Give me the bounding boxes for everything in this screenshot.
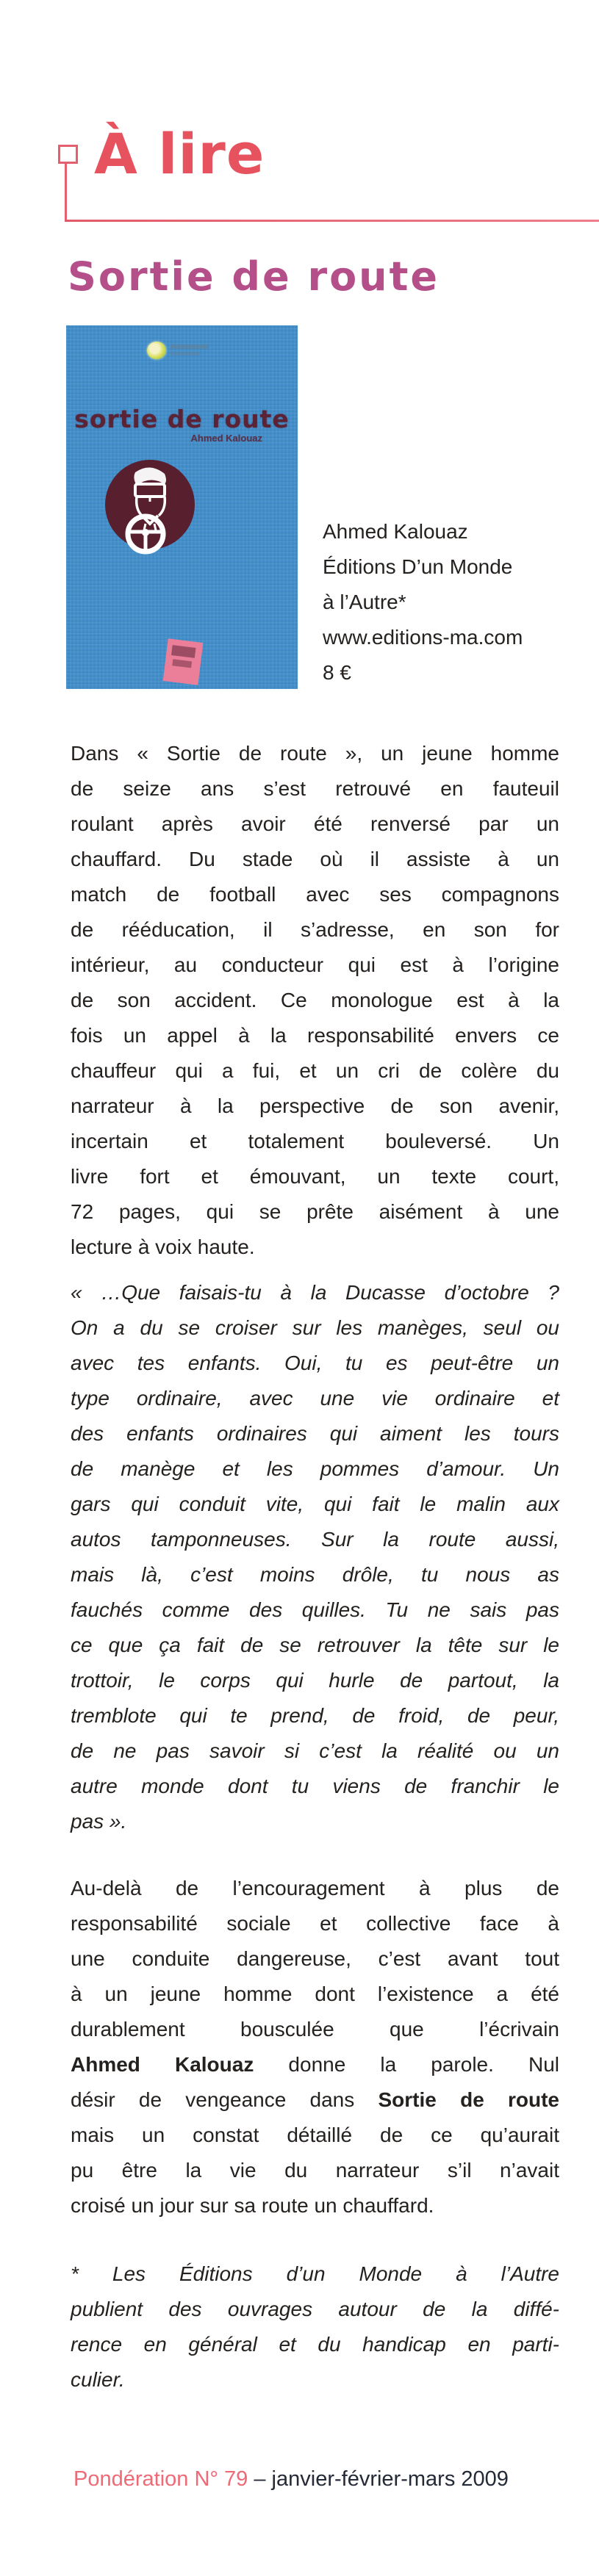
text-line: ce que ça fait de se retrouver la tête sur le xyxy=(71,1634,559,1656)
footer-journal: Pondération N° 79 xyxy=(73,2467,248,2491)
cover-title: sortie de route xyxy=(74,405,290,433)
text-line: « …Que faisais-tu à la Ducasse d’octobre ? xyxy=(71,1281,559,1304)
article-title: Sortie de route xyxy=(68,253,440,300)
article-paragraph xyxy=(71,1275,559,1839)
text-line: pu être la vie du narrateur s’il n’avait xyxy=(71,2159,559,2182)
text-line: intérieur, au conducteur qui est à l’origine xyxy=(71,953,559,976)
section-marker-square xyxy=(58,145,78,164)
logo-text-smudge xyxy=(171,344,209,349)
text-line: de rééducation, il s’adresse, en son for xyxy=(71,918,559,941)
page-footer xyxy=(73,2467,573,2492)
text-line: avec tes enfants. Oui, tu es peut-être un xyxy=(71,1352,559,1374)
text-line: * Les Éditions d’un Monde à l’Autre xyxy=(71,2262,559,2285)
text-line: narrateur à la perspective de son avenir, xyxy=(71,1094,559,1117)
text-line: de seize ans s’est retrouvé en fauteuil xyxy=(71,777,559,800)
text-line: culier. xyxy=(71,2368,125,2391)
text-line: match de football avec ses compagnons xyxy=(71,883,559,906)
text-line: croisé un jour sur sa route un chauffard. xyxy=(71,2194,434,2217)
text-line: à un jeune homme dont l’existence a été xyxy=(71,1982,559,2005)
book-info-line: Ahmed Kalouaz xyxy=(323,520,468,543)
text-line: mais un constat détaillé de ce qu’aurait xyxy=(71,2124,559,2146)
book-info-line: 8 € xyxy=(323,661,351,684)
text-line: tremblote qui te prend, de froid, de peur, xyxy=(71,1704,559,1727)
section-rule xyxy=(65,220,599,222)
section-label: À lire xyxy=(94,121,265,187)
text-line: lecture à voix haute. xyxy=(71,1235,255,1258)
text-line: de manège et les pommes d’amour. Un xyxy=(71,1457,559,1480)
book-info-line: Éditions D’un Monde xyxy=(323,555,513,578)
text-line: durablement bousculée que l’écrivain xyxy=(71,2018,559,2041)
cover-author: Ahmed Kalouaz xyxy=(190,433,262,444)
text-line: trottoir, le corps qui hurle de partout, la xyxy=(71,1669,559,1692)
cover-sticker xyxy=(163,638,204,685)
text-line: de ne pas savoir si c’est la réalité ou un xyxy=(71,1739,559,1762)
article-paragraph xyxy=(71,1871,559,2223)
text-line: Au-delà de l’encouragement à plus de xyxy=(71,1877,559,1899)
logo-text-smudge xyxy=(171,352,200,356)
text-line: fois un appel à la responsabilité envers ce xyxy=(71,1024,559,1047)
text-line: livre fort et émouvant, un texte court, xyxy=(71,1165,559,1188)
text-line: incertain et totalement bouleversé. Un xyxy=(71,1130,559,1152)
text-line: pas ». xyxy=(71,1810,127,1833)
sticker-mark xyxy=(172,659,192,668)
text-line: On a du se croiser sur les manèges, seul ou xyxy=(71,1316,559,1339)
article-paragraph xyxy=(71,2256,559,2398)
text-line: mais là, c’est moins drôle, tu nous as xyxy=(71,1563,559,1586)
text-line: des enfants ordinaires qui aiment les tours xyxy=(71,1422,559,1445)
text-line: gars qui conduit vite, qui fait le malin aux xyxy=(71,1493,559,1515)
text-line: autre monde dont tu viens de franchir le xyxy=(71,1775,559,1797)
text-line: Ahmed Kalouaz donne la parole. Nul xyxy=(71,2053,559,2076)
article-body xyxy=(71,736,559,2398)
text-line: responsabilité sociale et collective face à xyxy=(71,1912,559,1935)
footer-date: – janvier-février-mars 2009 xyxy=(254,2467,509,2491)
text-line: 72 pages, qui se prête aisément à une xyxy=(71,1200,559,1223)
section-connector-line xyxy=(65,163,67,220)
text-line: publient des ouvrages autour de la diffé- xyxy=(71,2298,559,2320)
text-line: type ordinaire, avec une vie ordinaire et xyxy=(71,1387,559,1410)
text-line: roulant après avoir été renversé par un xyxy=(71,812,559,835)
text-line: rence en général et du handicap en parti- xyxy=(71,2333,559,2356)
book-info xyxy=(323,514,573,690)
book-info-line: à l’Autre* xyxy=(323,591,406,613)
text-line: autos tamponneuses. Sur la route aussi, xyxy=(71,1528,559,1551)
text-line: chauffard. Du stade où il assiste à un xyxy=(71,848,559,870)
text-line: une conduite dangereuse, c’est avant tout xyxy=(71,1947,559,1970)
text-line: désir de vengeance dans Sortie de route xyxy=(71,2088,559,2111)
face-steering-wheel-illustration xyxy=(100,458,197,568)
text-line: de son accident. Ce monologue est à la xyxy=(71,989,559,1011)
text-line: fauchés comme des quilles. Tu ne sais pas xyxy=(71,1598,559,1621)
text-line: chauffeur qui a fui, et un cri de colère du xyxy=(71,1059,559,1082)
logo-blob xyxy=(147,342,166,359)
book-cover xyxy=(66,325,298,689)
publisher-logo-icon xyxy=(147,340,213,362)
book-info-line: www.editions-ma.com xyxy=(323,626,523,649)
article-paragraph xyxy=(71,736,559,1265)
text-line: Dans « Sortie de route », un jeune homme xyxy=(71,742,559,765)
sticker-mark xyxy=(171,645,196,658)
